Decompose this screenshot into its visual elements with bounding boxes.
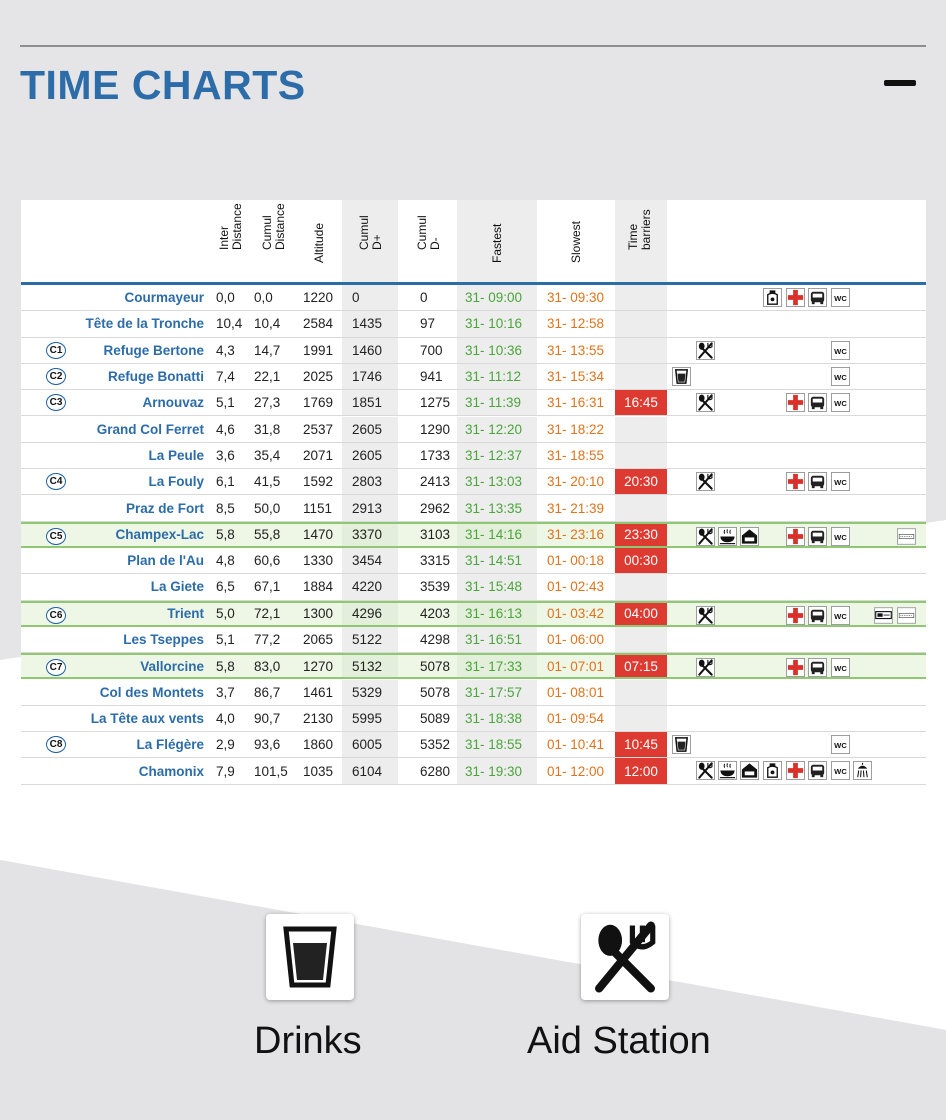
location-link[interactable]: La Fouly bbox=[148, 474, 204, 490]
wc-icon bbox=[831, 288, 850, 307]
svg-text:WC: WC bbox=[834, 399, 847, 409]
sleeping-icon bbox=[740, 527, 759, 546]
location-link[interactable]: La Peule bbox=[148, 447, 204, 463]
cell-alt: 1330 bbox=[303, 553, 334, 569]
collapse-button[interactable] bbox=[884, 80, 916, 86]
cell-cumul: 10,4 bbox=[254, 316, 281, 332]
cell-slow: 01- 10:41 bbox=[547, 737, 605, 753]
wc-icon bbox=[831, 761, 850, 780]
location-link[interactable]: Grand Col Ferret bbox=[96, 421, 204, 437]
svg-text:WC: WC bbox=[834, 346, 847, 356]
cell-slow: 01- 09:54 bbox=[547, 710, 605, 726]
cell-fast: 31- 13:35 bbox=[457, 495, 537, 520]
cell-dm: 3539 bbox=[420, 579, 451, 595]
cell-dp: 5329 bbox=[342, 680, 398, 705]
cell-slow: 01- 08:01 bbox=[547, 684, 605, 700]
cell-dm: 4298 bbox=[420, 632, 451, 648]
header-inter-distance: Inter Distance bbox=[217, 203, 244, 250]
cell-fast: 31- 12:20 bbox=[457, 417, 537, 442]
svg-text:WC: WC bbox=[834, 477, 847, 487]
checkpoint-badge: C3 bbox=[46, 394, 66, 411]
cell-alt: 2537 bbox=[303, 421, 334, 437]
bottle-icon bbox=[763, 761, 782, 780]
location-link[interactable]: Vallorcine bbox=[140, 658, 204, 674]
cell-dm: 941 bbox=[420, 369, 443, 385]
cell-cumul: 14,7 bbox=[254, 342, 281, 358]
cell-dp: 6104 bbox=[342, 758, 398, 783]
first-aid-icon bbox=[786, 393, 805, 412]
location-link[interactable]: Praz de Fort bbox=[125, 500, 204, 516]
time-barrier bbox=[615, 443, 667, 468]
cell-dp: 2803 bbox=[342, 469, 398, 494]
cell-slow: 01- 06:00 bbox=[547, 632, 605, 648]
cell-alt: 2071 bbox=[303, 447, 334, 463]
time-barrier bbox=[615, 338, 667, 363]
location-link[interactable]: Tête de la Tronche bbox=[85, 316, 204, 332]
cell-inter: 3,6 bbox=[216, 447, 235, 463]
header-cumul-distance: Cumul Distance bbox=[259, 203, 287, 250]
location-link[interactable]: Arnouvaz bbox=[142, 395, 204, 411]
cell-slow: 31- 12:58 bbox=[547, 316, 605, 332]
first-aid-icon bbox=[786, 658, 805, 677]
location-link[interactable]: Trient bbox=[167, 606, 204, 622]
table-row bbox=[21, 364, 926, 390]
cell-slow: 01- 03:42 bbox=[547, 606, 605, 622]
assistance-icon bbox=[874, 606, 893, 625]
cell-slow: 31- 13:55 bbox=[547, 342, 605, 358]
cell-alt: 1270 bbox=[303, 658, 334, 674]
location-link[interactable]: La Flégère bbox=[136, 737, 204, 753]
cell-alt: 1592 bbox=[303, 474, 334, 490]
checkpoint-badge: C5 bbox=[46, 528, 66, 545]
table-row bbox=[21, 653, 926, 679]
cell-dm: 5078 bbox=[420, 658, 451, 674]
cell-slow: 31- 23:16 bbox=[547, 527, 605, 543]
cell-inter: 6,5 bbox=[216, 579, 235, 595]
cell-dm: 2962 bbox=[420, 500, 451, 516]
table-row bbox=[21, 758, 926, 784]
table-row bbox=[21, 548, 926, 574]
cell-dm: 3315 bbox=[420, 553, 451, 569]
cell-cumul: 101,5 bbox=[254, 763, 288, 779]
cell-cumul: 77,2 bbox=[254, 632, 281, 648]
cell-inter: 5,0 bbox=[216, 606, 235, 622]
cell-dp: 1746 bbox=[342, 364, 398, 389]
time-barrier: 20:30 bbox=[615, 469, 667, 494]
table-row bbox=[21, 390, 926, 416]
aid-station-legend-label: Aid Station bbox=[527, 1020, 711, 1062]
top-divider bbox=[20, 45, 926, 47]
time-barrier: 23:30 bbox=[615, 524, 667, 546]
header-altitude: Altitude bbox=[311, 222, 326, 263]
cell-alt: 1860 bbox=[303, 737, 334, 753]
cell-cumul: 67,1 bbox=[254, 579, 281, 595]
first-aid-icon bbox=[786, 288, 805, 307]
drinks-legend-icon bbox=[266, 914, 354, 1000]
cell-slow: 31- 18:22 bbox=[547, 421, 605, 437]
cell-dm: 1275 bbox=[420, 395, 451, 411]
cell-inter: 7,9 bbox=[216, 763, 235, 779]
time-barrier bbox=[615, 680, 667, 705]
checkpoint-badge: C4 bbox=[46, 473, 66, 490]
bag-drop-icon bbox=[897, 527, 916, 546]
svg-text:WC: WC bbox=[834, 532, 847, 542]
cell-cumul: 93,6 bbox=[254, 737, 281, 753]
cell-slow: 31- 18:55 bbox=[547, 447, 605, 463]
cell-alt: 1300 bbox=[303, 606, 334, 622]
time-barrier: 12:00 bbox=[615, 758, 667, 783]
cell-fast: 31- 11:39 bbox=[457, 390, 537, 415]
cell-fast: 31- 12:37 bbox=[457, 443, 537, 468]
cell-slow: 01- 12:00 bbox=[547, 763, 605, 779]
cell-fast: 31- 19:30 bbox=[457, 758, 537, 783]
cell-cumul: 83,0 bbox=[254, 658, 281, 674]
cell-inter: 4,8 bbox=[216, 553, 235, 569]
header-time-barriers: Time barriers bbox=[615, 200, 667, 282]
table-row bbox=[21, 311, 926, 337]
cell-cumul: 35,4 bbox=[254, 447, 281, 463]
cell-dm: 97 bbox=[420, 316, 436, 332]
cell-dp: 0 bbox=[342, 285, 398, 310]
time-barrier: 16:45 bbox=[615, 390, 667, 415]
cell-inter: 2,9 bbox=[216, 737, 235, 753]
wc-icon bbox=[831, 367, 850, 386]
shuttle-icon bbox=[808, 393, 827, 412]
shuttle-icon bbox=[808, 527, 827, 546]
bag-drop-icon bbox=[897, 606, 916, 625]
location-link[interactable]: La Tête aux vents bbox=[90, 710, 204, 726]
time-barrier bbox=[615, 495, 667, 520]
cell-fast: 31- 18:38 bbox=[457, 706, 537, 731]
cell-dp: 3454 bbox=[342, 548, 398, 573]
cell-dp: 4220 bbox=[342, 574, 398, 599]
shuttle-icon bbox=[808, 288, 827, 307]
table-row bbox=[21, 574, 926, 600]
cell-cumul: 86,7 bbox=[254, 684, 281, 700]
aid-station-icon bbox=[696, 393, 715, 412]
location-link[interactable]: La Giete bbox=[150, 579, 204, 595]
checkpoint-badge: C1 bbox=[46, 342, 66, 359]
cell-alt: 2065 bbox=[303, 632, 334, 648]
first-aid-icon bbox=[786, 761, 805, 780]
table-row bbox=[21, 680, 926, 706]
time-barrier bbox=[615, 574, 667, 599]
cell-fast: 31- 14:16 bbox=[457, 524, 537, 546]
cell-slow: 31- 21:39 bbox=[547, 500, 605, 516]
first-aid-icon bbox=[786, 527, 805, 546]
time-barrier: 07:15 bbox=[615, 655, 667, 677]
svg-text:WC: WC bbox=[834, 372, 847, 382]
cell-fast: 31- 16:13 bbox=[457, 603, 537, 625]
time-barrier: 00:30 bbox=[615, 548, 667, 573]
cell-dm: 5089 bbox=[420, 710, 451, 726]
table-row bbox=[21, 706, 926, 732]
cell-cumul: 55,8 bbox=[254, 527, 281, 543]
drinks-icon bbox=[672, 735, 691, 754]
table-row bbox=[21, 601, 926, 627]
time-chart-table bbox=[21, 200, 926, 790]
cell-fast: 31- 10:16 bbox=[457, 311, 537, 336]
time-barrier bbox=[615, 417, 667, 442]
cell-inter: 5,8 bbox=[216, 658, 235, 674]
checkpoint-badge: C7 bbox=[46, 659, 66, 676]
section-title: TIME CHARTS bbox=[20, 62, 306, 108]
checkpoint-badge: C6 bbox=[46, 607, 66, 624]
location-link[interactable]: Courmayeur bbox=[124, 290, 204, 306]
cell-dm: 5078 bbox=[420, 684, 451, 700]
cell-alt: 1884 bbox=[303, 579, 334, 595]
location-link[interactable]: Plan de l'Au bbox=[127, 553, 204, 569]
time-barrier: 10:45 bbox=[615, 732, 667, 757]
shuttle-icon bbox=[808, 761, 827, 780]
table-row bbox=[21, 495, 926, 521]
time-barrier bbox=[615, 627, 667, 652]
cell-alt: 2584 bbox=[303, 316, 334, 332]
cell-slow: 31- 16:31 bbox=[547, 395, 605, 411]
cell-inter: 6,1 bbox=[216, 474, 235, 490]
svg-text:WC: WC bbox=[834, 293, 847, 303]
cell-slow: 01- 07:01 bbox=[547, 658, 605, 674]
shuttle-icon bbox=[808, 606, 827, 625]
drinks-icon bbox=[672, 367, 691, 386]
time-barrier bbox=[615, 285, 667, 310]
cell-cumul: 27,3 bbox=[254, 395, 281, 411]
time-barrier: 04:00 bbox=[615, 603, 667, 625]
cell-cumul: 60,6 bbox=[254, 553, 281, 569]
header-cumul-dplus: Cumul D+ bbox=[342, 200, 398, 282]
cell-fast: 31- 15:48 bbox=[457, 574, 537, 599]
cell-alt: 1769 bbox=[303, 395, 334, 411]
cell-alt: 1991 bbox=[303, 342, 334, 358]
cell-dm: 0 bbox=[420, 290, 428, 306]
svg-text:WC: WC bbox=[834, 664, 847, 674]
cell-fast: 31- 16:51 bbox=[457, 627, 537, 652]
cell-cumul: 22,1 bbox=[254, 369, 281, 385]
table-row bbox=[21, 417, 926, 443]
cell-alt: 1035 bbox=[303, 763, 334, 779]
cell-alt: 2025 bbox=[303, 369, 334, 385]
aid-station-icon bbox=[696, 472, 715, 491]
cell-fast: 31- 17:57 bbox=[457, 680, 537, 705]
cell-slow: 01- 00:18 bbox=[547, 553, 605, 569]
wc-icon bbox=[831, 527, 850, 546]
cell-dm: 3103 bbox=[420, 527, 451, 543]
cell-alt: 1151 bbox=[303, 500, 333, 516]
cell-fast: 31- 09:00 bbox=[457, 285, 537, 310]
aid-station-icon bbox=[696, 658, 715, 677]
shower-icon bbox=[853, 761, 872, 780]
cell-cumul: 90,7 bbox=[254, 710, 281, 726]
location-link[interactable]: Les Tseppes bbox=[123, 632, 204, 648]
location-link[interactable]: Champex-Lac bbox=[115, 527, 204, 543]
cell-inter: 7,4 bbox=[216, 369, 235, 385]
cell-dm: 1733 bbox=[420, 447, 451, 463]
drinks-legend-label: Drinks bbox=[254, 1020, 362, 1062]
cell-dm: 4203 bbox=[420, 606, 451, 622]
time-barrier bbox=[615, 364, 667, 389]
svg-text:WC: WC bbox=[834, 767, 847, 777]
cell-inter: 10,4 bbox=[216, 316, 243, 332]
table-row bbox=[21, 338, 926, 364]
table-row bbox=[21, 285, 926, 311]
cell-dp: 6005 bbox=[342, 732, 398, 757]
cell-inter: 5,1 bbox=[216, 395, 235, 411]
cell-alt: 1220 bbox=[303, 290, 334, 306]
time-barrier bbox=[615, 706, 667, 731]
time-barrier bbox=[615, 311, 667, 336]
aid-station-icon bbox=[696, 527, 715, 546]
cell-dm: 6280 bbox=[420, 763, 451, 779]
cell-dp: 5132 bbox=[342, 655, 398, 677]
table-row bbox=[21, 522, 926, 548]
wc-icon bbox=[831, 658, 850, 677]
wc-icon bbox=[831, 606, 850, 625]
cell-alt: 1461 bbox=[303, 684, 334, 700]
cell-alt: 1470 bbox=[303, 527, 334, 543]
cell-dm: 5352 bbox=[420, 737, 451, 753]
checkpoint-badge: C8 bbox=[46, 736, 66, 753]
cell-cumul: 0,0 bbox=[254, 290, 273, 306]
location-link[interactable]: Chamonix bbox=[138, 763, 204, 779]
cell-fast: 31- 13:03 bbox=[457, 469, 537, 494]
first-aid-icon bbox=[786, 472, 805, 491]
cell-cumul: 72,1 bbox=[254, 606, 281, 622]
cell-dm: 2413 bbox=[420, 474, 451, 490]
cell-dp: 2605 bbox=[342, 443, 398, 468]
hot-meal-icon bbox=[718, 761, 737, 780]
cell-fast: 31- 10:36 bbox=[457, 338, 537, 363]
aid-station-icon bbox=[696, 341, 715, 360]
cell-fast: 31- 17:33 bbox=[457, 655, 537, 677]
sleeping-icon bbox=[740, 761, 759, 780]
cell-fast: 31- 11:12 bbox=[457, 364, 537, 389]
cell-dp: 4296 bbox=[342, 603, 398, 625]
cell-inter: 8,5 bbox=[216, 500, 235, 516]
wc-icon bbox=[831, 735, 850, 754]
header-cumul-dminus: Cumul D- bbox=[414, 215, 442, 250]
checkpoint-badge: C2 bbox=[46, 368, 66, 385]
cell-fast: 31- 18:55 bbox=[457, 732, 537, 757]
shuttle-icon bbox=[808, 472, 827, 491]
cell-inter: 4,0 bbox=[216, 710, 235, 726]
location-link[interactable]: Refuge Bertone bbox=[103, 342, 204, 358]
aid-station-icon bbox=[696, 761, 715, 780]
cell-dp: 2605 bbox=[342, 417, 398, 442]
location-link[interactable]: Col des Montets bbox=[99, 684, 204, 700]
svg-text:WC: WC bbox=[834, 611, 847, 621]
cell-dp: 5995 bbox=[342, 706, 398, 731]
cell-inter: 5,8 bbox=[216, 527, 235, 543]
cell-dp: 2913 bbox=[342, 495, 398, 520]
header-slowest: Slowest bbox=[569, 220, 583, 263]
cell-slow: 31- 15:34 bbox=[547, 369, 605, 385]
cell-slow: 31- 20:10 bbox=[547, 474, 605, 490]
wc-icon bbox=[831, 341, 850, 360]
cell-dm: 700 bbox=[420, 342, 443, 358]
bottle-icon bbox=[763, 288, 782, 307]
cell-slow: 31- 09:30 bbox=[547, 290, 605, 306]
hot-meal-icon bbox=[718, 527, 737, 546]
cell-dp: 5122 bbox=[342, 627, 398, 652]
aid-station-legend-icon bbox=[581, 914, 669, 1000]
cell-dm: 1290 bbox=[420, 421, 451, 437]
cell-dp: 3370 bbox=[342, 524, 398, 546]
table-row bbox=[21, 469, 926, 495]
cell-dp: 1435 bbox=[342, 311, 398, 336]
header-fastest: Fastest bbox=[457, 200, 537, 282]
cell-fast: 31- 14:51 bbox=[457, 548, 537, 573]
location-link[interactable]: Refuge Bonatti bbox=[108, 369, 204, 385]
wc-icon bbox=[831, 393, 850, 412]
first-aid-icon bbox=[786, 606, 805, 625]
cell-dp: 1460 bbox=[342, 338, 398, 363]
cell-alt: 2130 bbox=[303, 710, 334, 726]
svg-text:WC: WC bbox=[834, 740, 847, 750]
table-row bbox=[21, 627, 926, 653]
cell-inter: 4,6 bbox=[216, 421, 235, 437]
table-row bbox=[21, 443, 926, 469]
cell-dp: 1851 bbox=[342, 390, 398, 415]
cell-inter: 5,1 bbox=[216, 632, 235, 648]
table-row bbox=[21, 732, 926, 758]
cell-inter: 3,7 bbox=[216, 684, 235, 700]
cell-inter: 0,0 bbox=[216, 290, 235, 306]
cell-slow: 01- 02:43 bbox=[547, 579, 605, 595]
wc-icon bbox=[831, 472, 850, 491]
cell-cumul: 50,0 bbox=[254, 500, 281, 516]
shuttle-icon bbox=[808, 658, 827, 677]
aid-station-icon bbox=[696, 606, 715, 625]
cell-inter: 4,3 bbox=[216, 342, 235, 358]
cell-cumul: 31,8 bbox=[254, 421, 281, 437]
table-header bbox=[21, 200, 926, 284]
cell-cumul: 41,5 bbox=[254, 474, 281, 490]
